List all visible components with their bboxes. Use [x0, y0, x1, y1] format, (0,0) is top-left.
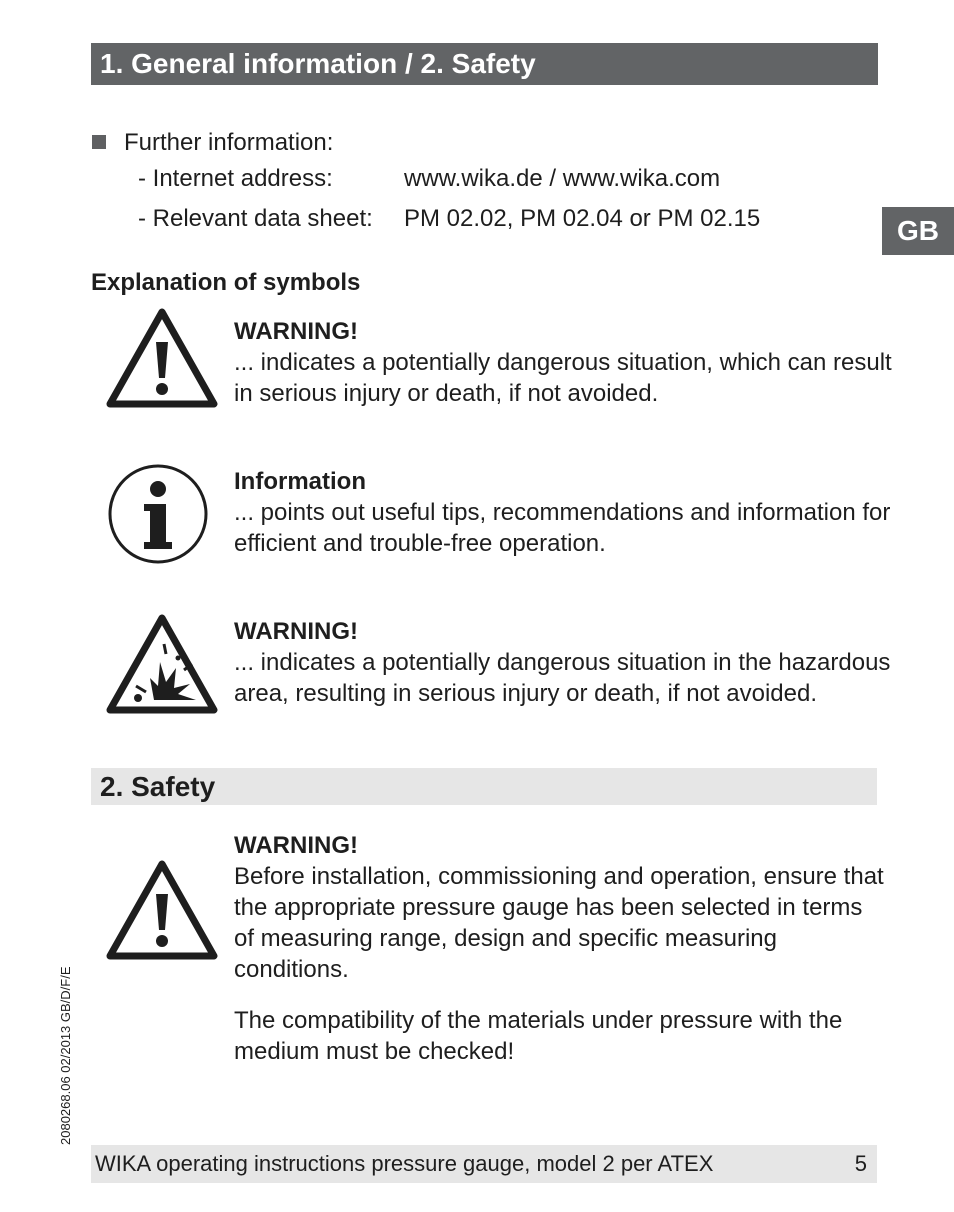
- page-number: 5: [854, 1151, 867, 1176]
- warning-triangle-icon: [106, 308, 218, 412]
- explosion-hazard-icon: [106, 614, 218, 718]
- data-sheet-value: PM 02.02, PM 02.04 or PM 02.15: [404, 205, 761, 232]
- symbol-information-title: Information: [234, 468, 366, 495]
- symbol-information-text: ... points out useful tips, recommendations and information for efficient and trouble-free operation.: [234, 499, 891, 557]
- section-heading-safety: 2. Safety: [91, 768, 877, 805]
- information-icon: [106, 462, 218, 566]
- symbol-warning-title: WARNING!: [234, 318, 358, 345]
- symbol-explosion-text: ... indicates a potentially dangerous situation in the hazardous area, resulting in serious injury or death, if not avoided.: [234, 649, 891, 707]
- language-tab: GB: [882, 207, 954, 255]
- warning-triangle-icon: [106, 860, 218, 964]
- bullet-square-icon: [92, 135, 106, 149]
- page-title: 1. General information / 2. Safety: [91, 43, 878, 85]
- symbol-explosion-title: WARNING!: [234, 618, 358, 645]
- safety-warning-title: WARNING!: [234, 832, 358, 859]
- safety-warning-paragraph: Before installation, commissioning and operation, ensure that the appropriate pressure gauge has been selected in terms of measuring range, design and specific measuring conditions.: [234, 863, 884, 983]
- safety-warning-paragraph: The compatibility of the materials under pressure with the medium must be checked!: [234, 1007, 843, 1065]
- internet-address-label: - Internet address:: [138, 165, 333, 192]
- data-sheet-label: - Relevant data sheet:: [138, 205, 373, 232]
- internet-address-value: www.wika.de / www.wika.com: [404, 165, 721, 192]
- symbol-warning-text: ... indicates a potentially dangerous situation, which can result in serious injury or death, if not avoided.: [234, 349, 892, 407]
- footer-title: WIKA operating instructions pressure gauge, model 2 per ATEX: [95, 1151, 714, 1176]
- further-info-label: Further information:: [124, 129, 334, 156]
- document-code: 2080268.06 02/2013 GB/D/F/E: [58, 966, 73, 1145]
- footer: [91, 1145, 877, 1183]
- symbols-heading: Explanation of symbols: [91, 269, 361, 296]
